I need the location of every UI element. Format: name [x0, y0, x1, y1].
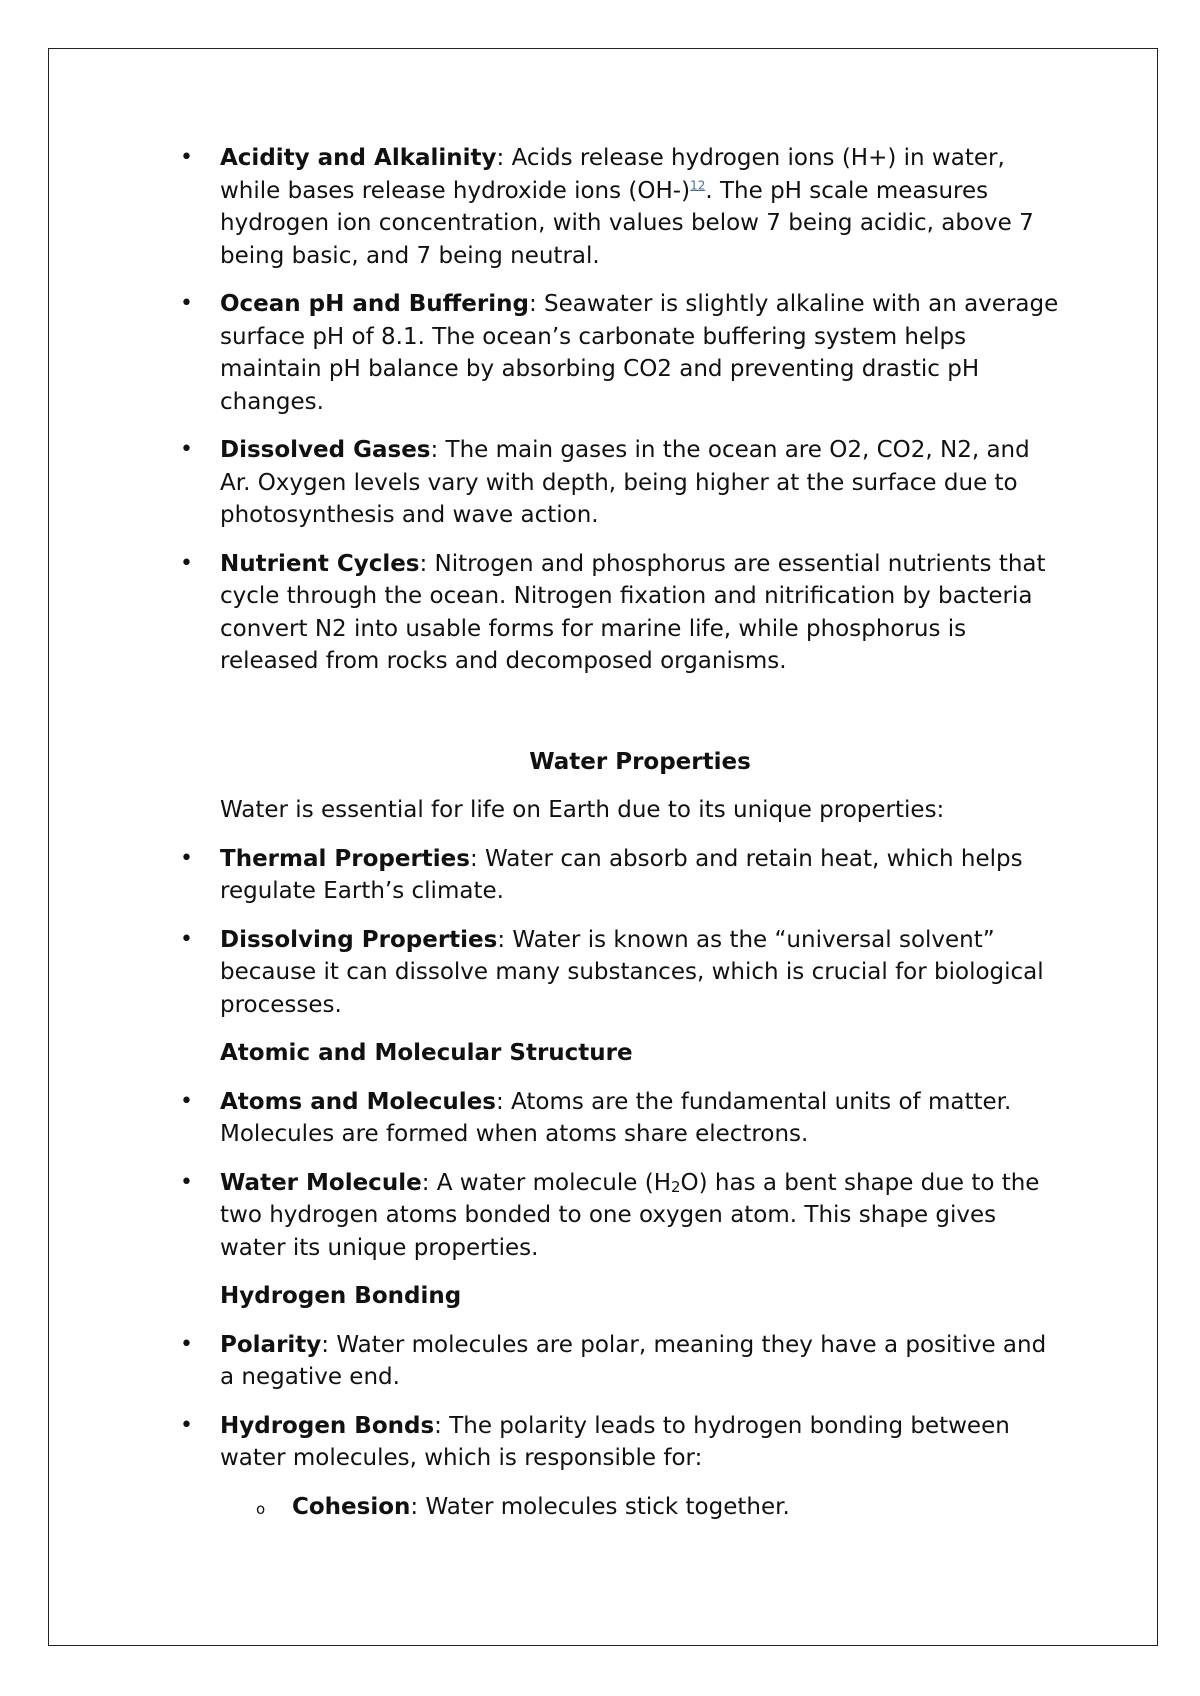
section-spacer — [180, 694, 1060, 746]
bullet-term: Hydrogen Bonds — [220, 1412, 435, 1439]
sub-list-item — [252, 1491, 1060, 1524]
bullet-text: : The main gases in the ocean are O2, CO2, N2, and Ar. Oxygen levels vary with depth, being higher at the surface due to photosynthesis and wave action. — [220, 437, 1030, 528]
bullet-text: : The polarity leads to hydrogen bonding between water molecules, which is responsible for: — [220, 1412, 1010, 1471]
bullet-term: Dissolving Properties — [220, 926, 498, 953]
bullet-text: : Atoms are the fundamental units of matter. Molecules are formed when atoms share electrons. — [220, 1088, 1012, 1147]
bullet-term: Water Molecule — [220, 1169, 422, 1196]
bullet-text: : Water molecules are polar, meaning they have a positive and a negative end. — [220, 1331, 1047, 1390]
list-item — [180, 142, 1060, 272]
atomic-structure-list — [180, 1086, 1060, 1265]
bullet-term: Dissolved Gases — [220, 437, 431, 463]
bullet-text: : Water can absorb and retain heat, which helps regulate Earth’s climate. — [220, 845, 1023, 904]
list-item — [180, 1329, 1060, 1394]
bullet-text: : Water is known as the “universal solvent” because it can dissolve many substances, which is crucial for biological processes. — [220, 926, 1044, 1018]
bullet-text: : Nitrogen and phosphorus are essential nutrients that cycle through the ocean. Nitrogen fixation and nitrification by bacteria convert N2 into usable forms for marine life, while phosphorus is released from rocks and decomposed organisms. — [220, 550, 1046, 674]
list-item — [180, 843, 1060, 908]
bullet-term: Ocean pH and Buffering — [220, 291, 529, 317]
bullet-text: : Seawater is slightly alkaline with an average surface pH of 8.1. The ocean’s carbonate buffering system helps maintain pH balance by absorbing CO2 and preventing drastic pH changes. — [220, 291, 1059, 415]
hydrogen-bonds-sub-list — [180, 1491, 1060, 1524]
list-item — [180, 1410, 1060, 1475]
bullet-term: Nutrient Cycles — [220, 550, 420, 577]
footnote-reference-link[interactable]: 12 — [690, 177, 706, 192]
bullet-term: Thermal Properties — [220, 845, 470, 872]
bullet-text: : Water molecules stick together. — [410, 1493, 790, 1520]
chemistry-bullet-list — [180, 142, 1060, 678]
list-item — [180, 548, 1060, 678]
hydrogen-bonding-list — [180, 1329, 1060, 1475]
bullet-text: : A water molecule (H — [421, 1169, 671, 1196]
subheading-atomic-structure: Atomic and Molecular Structure — [220, 1040, 633, 1066]
list-item — [180, 924, 1060, 1022]
list-item — [180, 1167, 1060, 1265]
water-properties-list — [180, 843, 1060, 1022]
section-intro-paragraph: Water is essential for life on Earth due to its unique properties: — [220, 797, 945, 823]
subscript: 2 — [671, 1177, 681, 1196]
bullet-term: Polarity — [220, 1331, 322, 1358]
list-item — [180, 434, 1060, 532]
list-item — [180, 1086, 1060, 1151]
bullet-text: . The pH scale measures hydrogen ion concentration, with values below 7 being acidic, above 7 being basic, and 7 being neutral. — [220, 177, 1034, 269]
subheading-hydrogen-bonding: Hydrogen Bonding — [220, 1283, 462, 1309]
bullet-term: Atoms and Molecules — [220, 1088, 496, 1115]
bullet-term: Acidity and Alkalinity — [220, 145, 497, 171]
bullet-text: : Acids release hydrogen ions (H+) in water, while bases release hydroxide ions (OH-) — [220, 145, 1005, 204]
bullet-text: O) has a bent shape due to the two hydrogen atoms bonded to one oxygen atom. This shape gives water its unique properties. — [220, 1169, 1040, 1261]
bullet-term: Cohesion — [292, 1493, 411, 1520]
section-title-water-properties: Water Properties — [529, 748, 751, 775]
list-item — [180, 288, 1060, 418]
document-body — [180, 142, 1060, 1523]
